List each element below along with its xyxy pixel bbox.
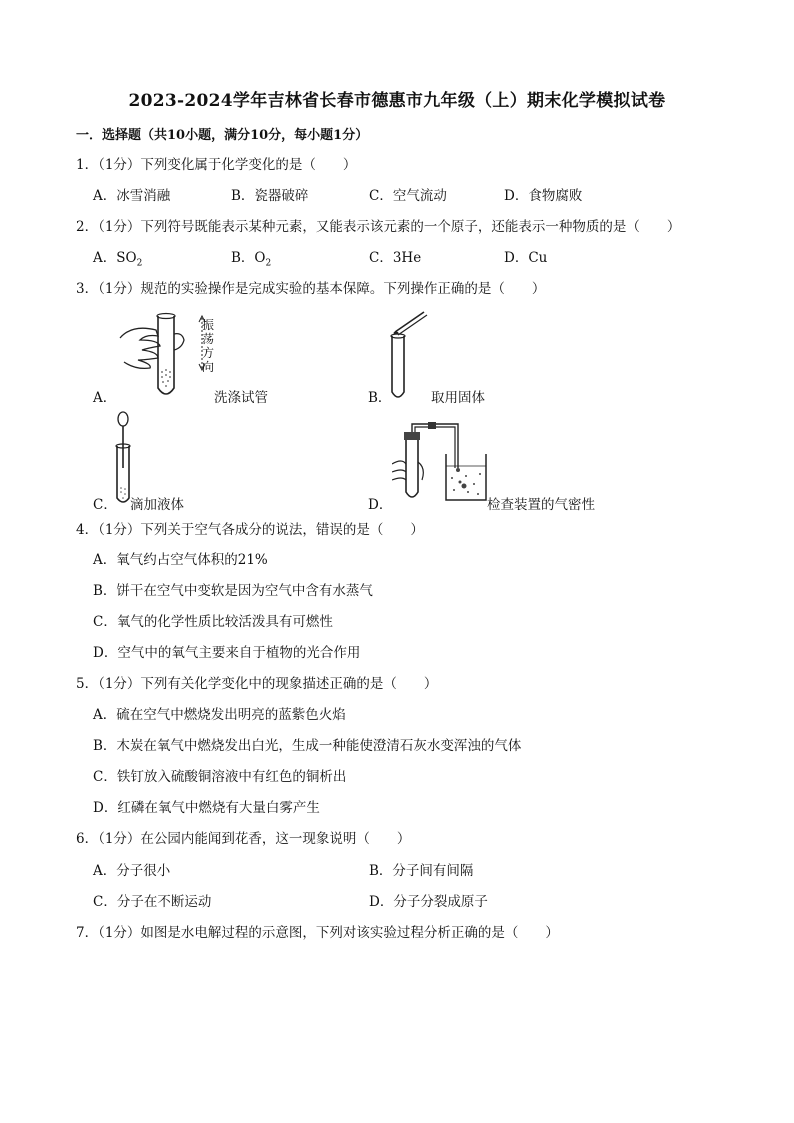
question-stem: （1分）下列符号既能表示某种元素，又能表示该元素的一个原子，还能表示一种物质的是（ ） bbox=[98, 219, 681, 235]
question-7 bbox=[76, 924, 559, 942]
question-stem: （1分）下列关于空气各成分的说法，错误的是（ ） bbox=[98, 522, 424, 538]
option-6d: D．分子分裂成原子 bbox=[369, 894, 488, 910]
question-number: 4． bbox=[76, 522, 99, 538]
option-5d: D．红磷在氧气中燃烧有大量白雾产生 bbox=[93, 800, 320, 816]
option-3c-letter: C． bbox=[93, 497, 117, 513]
option-3a-caption: 洗涤试管 bbox=[214, 390, 268, 406]
option-3b-caption: 取用固体 bbox=[431, 390, 485, 406]
question-number: 2． bbox=[76, 219, 99, 235]
question-5 bbox=[76, 675, 437, 693]
question-number: 1． bbox=[76, 157, 99, 173]
subscript: 2 bbox=[136, 258, 143, 269]
question-3 bbox=[76, 280, 545, 298]
subscript: 2 bbox=[265, 258, 272, 269]
option-1b: B．瓷器破碎 bbox=[231, 188, 309, 204]
question-2 bbox=[76, 218, 680, 236]
question-stem: （1分）在公园内能闻到花香，这一现象说明（ ） bbox=[98, 831, 411, 847]
question-stem: （1分）规范的实验操作是完成实验的基本保障。下列操作正确的是（ ） bbox=[98, 281, 546, 297]
section-heading: 一．选择题（共10小题，满分10分，每小题1分） bbox=[76, 128, 369, 143]
option-text: D．Cu bbox=[504, 250, 548, 266]
question-1 bbox=[76, 156, 356, 174]
option-text: C．3He bbox=[369, 250, 422, 266]
option-2b bbox=[231, 249, 271, 273]
option-3d-letter: D． bbox=[368, 497, 393, 513]
question-number: 5． bbox=[76, 676, 99, 692]
option-6b: B．分子间有间隔 bbox=[369, 863, 474, 879]
question-number: 7． bbox=[76, 925, 99, 941]
question-6 bbox=[76, 830, 410, 848]
option-3d-caption: 检查装置的气密性 bbox=[487, 497, 595, 513]
question-stem: （1分）下列有关化学变化中的现象描述正确的是（ ） bbox=[98, 676, 438, 692]
option-4c: C．氧气的化学性质比较活泼具有可燃性 bbox=[93, 614, 333, 630]
option-5b: B．木炭在氧气中燃烧发出白光，生成一种能使澄清石灰水变浑浊的气体 bbox=[93, 738, 522, 754]
airtightness-figure bbox=[392, 418, 492, 506]
option-4d: D．空气中的氧气主要来自于植物的光合作用 bbox=[93, 645, 361, 661]
option-4a: A．氧气约占空气体积的21% bbox=[93, 552, 268, 568]
option-1c: C．空气流动 bbox=[369, 188, 447, 204]
option-6a: A．分子很小 bbox=[93, 863, 171, 879]
question-number: 6． bbox=[76, 831, 99, 847]
option-text: A．SO bbox=[93, 250, 137, 266]
option-3c-caption: 滴加液体 bbox=[130, 497, 184, 513]
question-stem: （1分）如图是水电解过程的示意图，下列对该实验过程分析正确的是（ ） bbox=[98, 925, 559, 941]
option-2d bbox=[504, 249, 547, 267]
option-1d: D．食物腐败 bbox=[504, 188, 583, 204]
take-solid-figure bbox=[384, 306, 434, 402]
option-1a: A．冰雪消融 bbox=[93, 188, 171, 204]
option-4b: B．饼干在空气中变软是因为空气中含有水蒸气 bbox=[93, 583, 373, 599]
option-5c: C．铁钉放入硫酸铜溶液中有红色的铜析出 bbox=[93, 769, 347, 785]
question-number: 3． bbox=[76, 281, 99, 297]
option-5a: A．硫在空气中燃烧发出明亮的蓝紫色火焰 bbox=[93, 707, 346, 723]
option-2a bbox=[93, 249, 142, 273]
option-3a-letter: A． bbox=[93, 390, 117, 406]
option-3b-letter: B． bbox=[368, 390, 392, 406]
option-6c: C．分子在不断运动 bbox=[93, 894, 212, 910]
drop-liquid-figure bbox=[108, 410, 138, 506]
option-2c bbox=[369, 249, 421, 267]
option-text: B．O bbox=[231, 250, 266, 266]
shake-direction-label: 振荡方向 bbox=[202, 318, 215, 374]
question-stem: （1分）下列变化属于化学变化的是（ ） bbox=[98, 157, 357, 173]
exam-title: 2023-2024学年吉林省长春市德惠市九年级（上）期末化学模拟试卷 bbox=[128, 91, 666, 111]
question-4 bbox=[76, 521, 424, 539]
